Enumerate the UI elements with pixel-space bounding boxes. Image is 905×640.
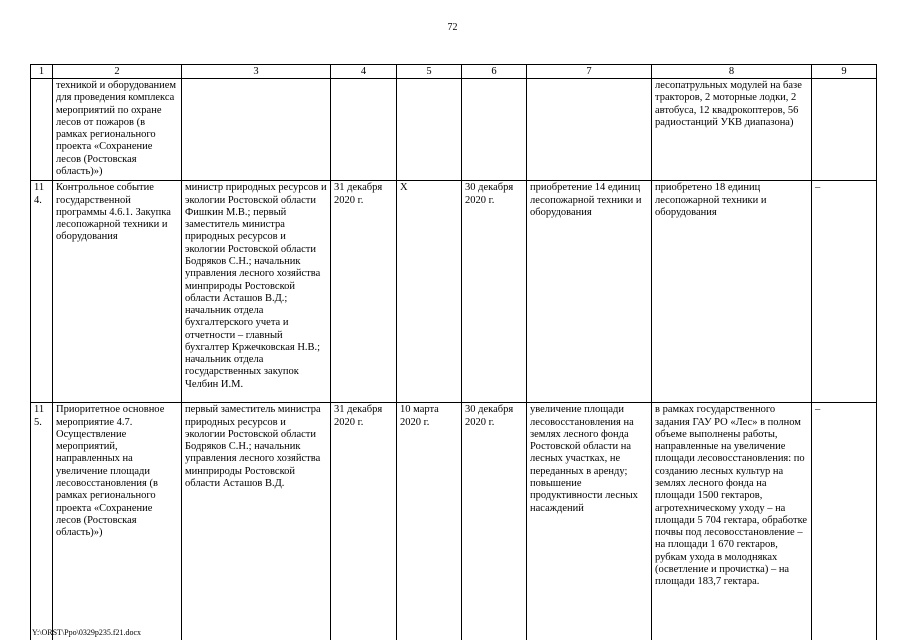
- cell-measure-name: техникой и оборудованием для проведения комплекса мероприятий по охране лесов от пожаров (в рамках регионального проекта «Сохранение лесов (Ростовская область)»): [53, 79, 182, 181]
- report-table: [30, 64, 877, 640]
- page-number: 72: [447, 22, 458, 33]
- column-number-header: 1: [31, 65, 53, 79]
- column-number-header: 7: [527, 65, 652, 79]
- cell-fact-end-date: 30 декабря 2020 г.: [462, 181, 527, 403]
- column-number-header: 5: [397, 65, 462, 79]
- cell-plan-date: [331, 79, 397, 181]
- cell-expected-result: увеличение площади лесовосстановления на землях лесного фонда Ростовской области на лесных участках, не переданных в аренду; повышение продуктивности лесных насаждений: [527, 403, 652, 640]
- cell-plan-date: 31 декабря 2020 г.: [331, 403, 397, 640]
- column-number-header-row: [31, 65, 877, 79]
- cell-measure-name: Приоритетное основное мероприятие 4.7. Осуществление мероприятий, направленных на увеличение площади лесовосстановления (в рамках регионального проекта «Сохранение лесов (Ростовская область)»): [53, 403, 182, 640]
- cell-fact-end-date: 30 декабря 2020 г.: [462, 403, 527, 640]
- cell-achieved-result: в рамках государственного задания ГАУ РО «Лес» в полном объеме выполнены работы, направленные на увеличение площади лесовосстановления: по созданию лесных культур на землях лесного фонда на площади 1500 гектаров, агротехническому уходу – на площади 5 704 гектара, обработке почвы под лесовосстановление – на площади 1 670 гектаров, рубкам ухода в молодняках (осветление и прочистка) – на площади 183,7 гектара.: [652, 403, 812, 640]
- table-row-continuation: [31, 79, 877, 181]
- cell-measure-name: Контрольное событие государственной программы 4.6.1. Закупка лесопожарной техники и оборудования: [53, 181, 182, 403]
- cell-responsible: [182, 79, 331, 181]
- cell-responsible: министр природных ресурсов и экологии Ростовской области Фишкин М.В.; первый заместитель министра природных ресурсов и экологии Ростовской области Бодряков С.Н.; начальник управления лесного хозяйства минприроды Ростовской области Асташов В.Д.; начальник отдела бухгалтерского учета и отчетности – главный бухгалтер Кржечковская Н.В.; начальник отдела государственных закупок Челбин И.М.: [182, 181, 331, 403]
- cell-row-number: [31, 79, 53, 181]
- cell-achieved-result: приобретено 18 единиц лесопожарной техники и оборудования: [652, 181, 812, 403]
- cell-expected-result: [527, 79, 652, 181]
- cell-problems: –: [812, 403, 877, 640]
- column-number-header: 9: [812, 65, 877, 79]
- cell-achieved-result: лесопатрульных модулей на базе тракторов, 2 моторные лодки, 2 автобуса, 12 квадрокоптеров, 56 радиостанций УКВ диапазона): [652, 79, 812, 181]
- cell-row-number: 114.: [31, 181, 53, 403]
- cell-expected-result: приобретение 14 единиц лесопожарной техники и оборудования: [527, 181, 652, 403]
- cell-fact-end-date: [462, 79, 527, 181]
- column-number-header: 8: [652, 65, 812, 79]
- cell-row-number: 115.: [31, 403, 53, 640]
- column-number-header: 3: [182, 65, 331, 79]
- cell-problems: –: [812, 181, 877, 403]
- table-row-115: [31, 403, 877, 640]
- footer-file-path: Y:\ORST\Ppo\0329p235.f21.docx: [32, 628, 142, 637]
- cell-plan-date: 31 декабря 2020 г.: [331, 181, 397, 403]
- table-row-114: [31, 181, 877, 403]
- column-number-header: 2: [53, 65, 182, 79]
- cell-fact-start-date: X: [397, 181, 462, 403]
- cell-fact-start-date: 10 марта 2020 г.: [397, 403, 462, 640]
- column-number-header: 4: [331, 65, 397, 79]
- cell-responsible: первый заместитель министра природных ресурсов и экологии Ростовской области Бодряков С.Н.; начальник управления лесного хозяйства минприроды Ростовской области Асташов В.Д.: [182, 403, 331, 640]
- cell-problems: [812, 79, 877, 181]
- column-number-header: 6: [462, 65, 527, 79]
- cell-fact-start-date: [397, 79, 462, 181]
